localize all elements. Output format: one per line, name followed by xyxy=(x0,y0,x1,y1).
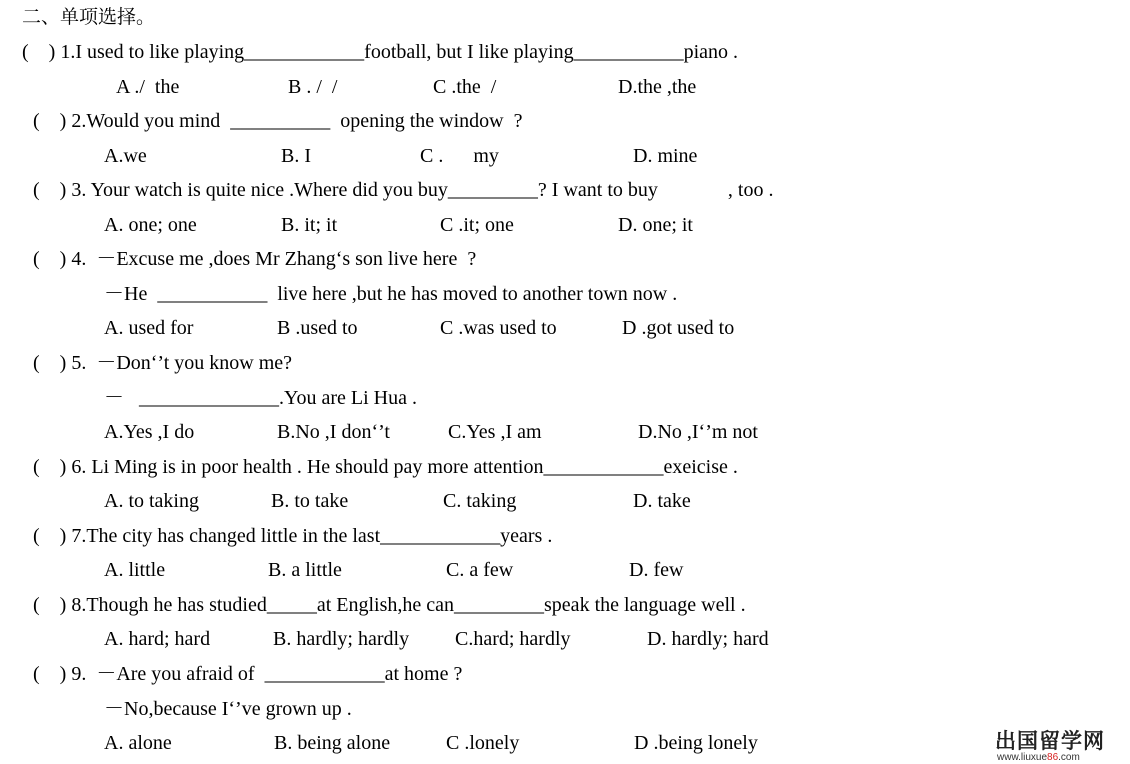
question-8-option-d: D. hardly; hard xyxy=(647,628,769,650)
question-3-option-d: D. one; it xyxy=(618,214,693,236)
question-5-line-2: － ______________.You are Li Hua . xyxy=(104,387,417,409)
question-6-option-a: A. to taking xyxy=(104,490,199,512)
question-6-option-c: C. taking xyxy=(443,490,517,512)
question-8-option-b: B. hardly; hardly xyxy=(273,628,410,650)
question-6-option-d: D. take xyxy=(633,490,691,512)
question-4-option-d: D .got used to xyxy=(622,317,735,339)
question-9-stem: ( ) 9. －Are you afraid of ____________at home ? xyxy=(33,663,463,685)
question-6-stem: ( ) 6. Li Ming is in poor health . He should pay more attention____________exeicise . xyxy=(33,456,738,478)
watermark-title: 出国留学网 xyxy=(995,729,1105,753)
watermark-url-prefix: www.liuxue xyxy=(997,752,1048,763)
question-3-option-c: C .it; one xyxy=(440,214,514,236)
watermark-url xyxy=(997,752,1080,763)
question-1-option-d: D.the ,the xyxy=(618,76,697,98)
question-7-stem: ( ) 7.The city has changed little in the last____________years . xyxy=(33,525,553,547)
question-2-stem: ( ) 2.Would you mind __________ opening the window ? xyxy=(33,110,523,132)
question-7-option-b: B. a little xyxy=(268,559,342,581)
question-3-stem: ( ) 3. Your watch is quite nice .Where did you buy_________? I want to buy , too . xyxy=(33,179,774,201)
question-9-line-2: －No,because I‘’ve grown up . xyxy=(104,698,352,720)
question-9-option-a: A. alone xyxy=(104,732,172,754)
question-4-line-2: －He ___________ live here ,but he has moved to another town now . xyxy=(104,283,678,305)
question-2-option-c: C . my xyxy=(420,145,499,167)
question-6-option-b: B. to take xyxy=(271,490,349,512)
question-5-option-c: C.Yes ,I am xyxy=(448,421,542,443)
question-8-option-a: A. hard; hard xyxy=(104,628,211,650)
question-9-option-b: B. being alone xyxy=(274,732,391,754)
question-2-option-d: D. mine xyxy=(633,145,698,167)
question-2-option-b: B. I xyxy=(281,145,311,167)
question-3-option-b: B. it; it xyxy=(281,214,338,236)
question-7-option-d: D. few xyxy=(629,559,684,581)
question-1-option-b: B . / / xyxy=(288,76,338,98)
question-2-option-a: A.we xyxy=(104,145,147,167)
question-1-stem: ( ) 1.I used to like playing____________football, but I like playing___________piano . xyxy=(22,41,739,63)
watermark-url-number: 86 xyxy=(1047,752,1059,763)
question-4-option-c: C .was used to xyxy=(440,317,557,339)
question-8-option-c: C.hard; hardly xyxy=(455,628,571,650)
question-1-option-a: A ./ the xyxy=(116,76,180,98)
question-1-option-c: C .the / xyxy=(433,76,497,98)
section-title: 二、单项选择。 xyxy=(22,6,156,28)
question-3-option-a: A. one; one xyxy=(104,214,197,236)
question-5-stem: ( ) 5. －Don‘’t you know me? xyxy=(33,352,293,374)
question-4-option-a: A. used for xyxy=(104,317,194,339)
question-7-option-c: C. a few xyxy=(446,559,514,581)
question-7-option-a: A. little xyxy=(104,559,166,581)
question-5-option-d: D.No ,I‘’m not xyxy=(638,421,758,443)
watermark-url-suffix: .com xyxy=(1058,752,1080,763)
question-9-option-c: C .lonely xyxy=(446,732,520,754)
watermark xyxy=(995,725,1107,761)
question-5-option-a: A.Yes ,I do xyxy=(104,421,195,443)
question-8-stem: ( ) 8.Though he has studied_____at English,he can_________speak the language well . xyxy=(33,594,746,616)
question-9-option-d: D .being lonely xyxy=(634,732,758,754)
question-5-option-b: B.No ,I don‘’t xyxy=(277,421,390,443)
question-4-stem: ( ) 4. －Excuse me ,does Mr Zhang‘s son live here ? xyxy=(33,248,477,270)
question-4-option-b: B .used to xyxy=(277,317,358,339)
